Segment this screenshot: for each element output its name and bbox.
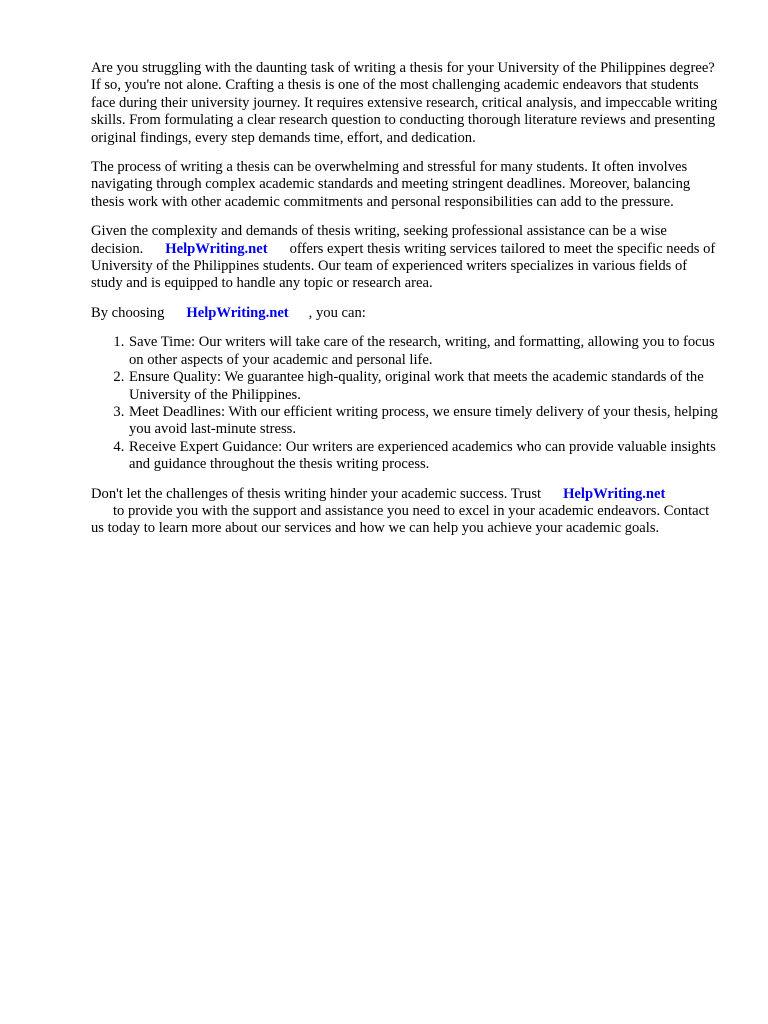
intro-paragraph-1: Are you struggling with the daunting task of writing a thesis for your University of the Philippines degree? If so, you're not alone. Crafting a thesis is one of the most challenging academic endeavors that students face during their university journey. It requires extensive research, critical analysis, and impeccable writing skills. From formulating a clear research question to conducting thorough literature reviews and presenting original findings, every step demands time, effort, and dedication. — [91, 60, 718, 146]
benefit-item-save-time: 1. Save Time: Our writers will take care of the research, writing, and formatting, allowing you to focus on other aspects of your academic and personal life. — [128, 334, 721, 369]
helpwriting-link-offer[interactable]: HelpWriting.net — [165, 240, 268, 257]
benefits-list — [91, 334, 721, 473]
offer-text-after: offers expert thesis writing services tailored to meet the specific needs of University of the Philippines students. Our team of experienced writers specializes in various fields of study and is equipped to handle any topic or research area. — [91, 240, 716, 292]
choosing-paragraph — [91, 305, 721, 322]
closing-text-before: Don't let the challenges of thesis writing hinder your academic success. Trust — [91, 485, 542, 502]
document-body — [91, 60, 721, 550]
benefit-item-ensure-quality: 2. Ensure Quality: We guarantee high-quality, original work that meets the academic standards of the University of the Philippines. — [128, 369, 721, 404]
intro-paragraph-2: The process of writing a thesis can be overwhelming and stressful for many students. It often involves navigating through complex academic standards and meeting stringent deadlines. Moreover, balancing thesis work with other academic commitments and personal responsibilities can add to the pressure. — [91, 159, 691, 210]
offer-paragraph — [91, 223, 721, 293]
benefit-item-expert-guidance: 4. Receive Expert Guidance: Our writers are experienced academics who can provide valuable insights and guidance throughout the thesis writing process. — [128, 439, 721, 474]
closing-paragraph — [91, 486, 721, 538]
helpwriting-link-choosing[interactable]: HelpWriting.net — [186, 304, 289, 321]
choosing-text-after: , you can: — [308, 304, 366, 321]
choosing-text-before: By choosing — [91, 304, 165, 321]
helpwriting-link-closing[interactable]: HelpWriting.net — [563, 485, 666, 502]
closing-text-after: to provide you with the support and assistance you need to excel in your academic endeavors. Contact us today to learn more about our services and how we can help you achieve your academic goals. — [91, 502, 710, 537]
offer-text-before: Given the complexity and demands of thesis writing, seeking professional assistance can be a wise decision. — [91, 223, 667, 257]
benefit-item-meet-deadlines: 3. Meet Deadlines: With our efficient writing process, we ensure timely delivery of your thesis, helping you avoid last-minute stress. — [128, 404, 721, 439]
